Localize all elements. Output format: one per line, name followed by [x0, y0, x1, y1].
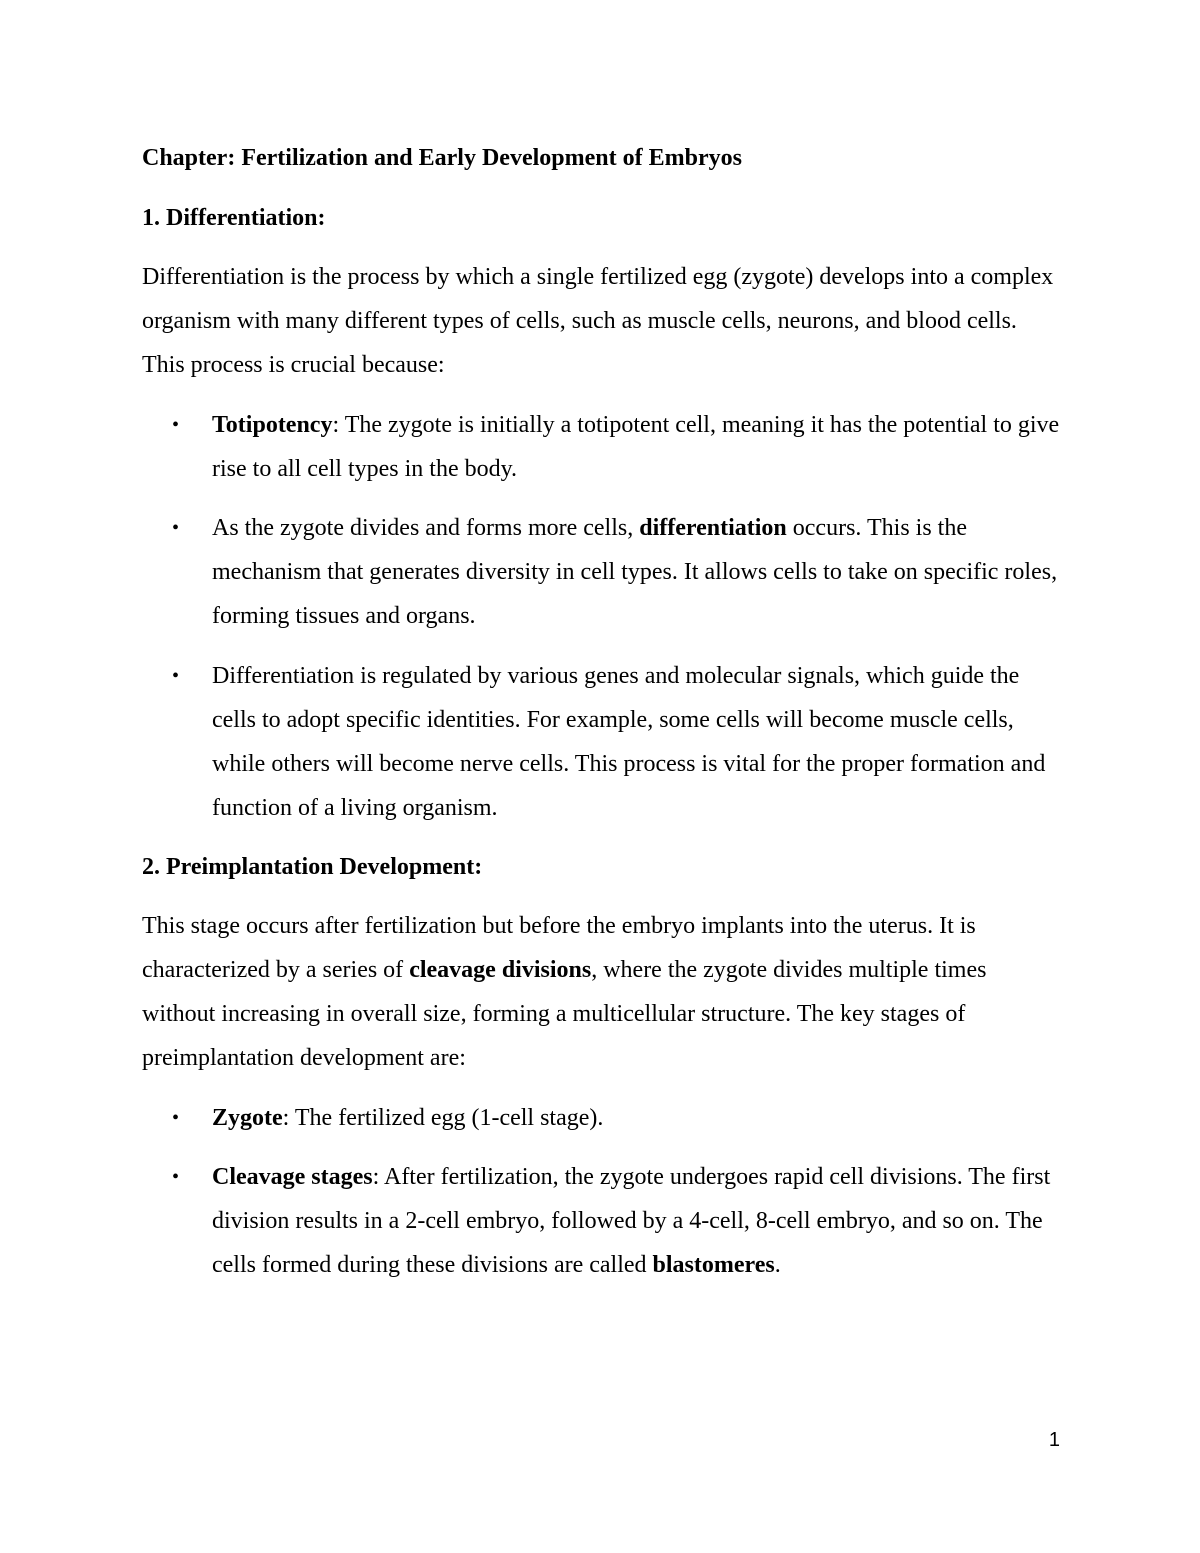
list-item-text: : The zygote is initially a totipotent cell, meaning it has the potential to give rise to all cell types in the body. — [212, 412, 1060, 482]
term-cleavage-divisions: cleavage divisions — [409, 957, 592, 983]
list-item — [212, 1096, 1062, 1140]
term-differentiation: differentiation — [639, 515, 787, 541]
list-item-text: As the zygote divides and forms more cells, — [212, 515, 640, 541]
paragraph-text: , where the zygote divides multiple times without increasing in overall size, forming a multicellular structure. The key stages of preimplantation development are: — [142, 957, 987, 1071]
page-number: 1 — [1048, 1429, 1060, 1451]
bullet-glyph: • — [172, 1166, 180, 1188]
bullet-glyph: • — [172, 665, 180, 687]
list-item-text: . — [774, 1252, 781, 1278]
list-item-text: : After fertilization, the zygote undergoes rapid cell divisions. The first division results in a 2-cell embryo, followed by a 4-cell, 8-cell embryo, and so on. The cells formed during these divisions are called — [212, 1164, 1051, 1278]
paragraph-text: This stage occurs after fertilization but before the embryo implants into the uterus. It is characterized by a series of — [142, 913, 976, 983]
section1-intro-paragraph: Differentiation is the process by which a single fertilized egg (zygote) develops into a complex organism with many different types of cells, such as muscle cells, neurons, and blood cells. This process is crucial because: — [142, 264, 1054, 378]
list-item: Differentiation is regulated by various genes and molecular signals, which guide the cells to adopt specific identities. For example, some cells will become muscle cells, while others will become nerve cells. This process is vital for the proper formation and function of a living organism. — [212, 663, 1046, 821]
section2-intro-paragraph — [142, 904, 1062, 1080]
section-heading-preimplantation: 2. Preimplantation Development: — [142, 854, 483, 880]
list-item — [212, 506, 1062, 638]
section-heading-differentiation: 1. Differentiation: — [142, 205, 326, 231]
bullet-glyph: • — [172, 414, 180, 436]
list-item — [212, 1155, 1062, 1287]
term-zygote: Zygote — [212, 1105, 283, 1131]
bullet-glyph: • — [172, 1107, 180, 1129]
list-item — [212, 403, 1062, 491]
term-totipotency: Totipotency — [212, 412, 333, 438]
list-item-text: occurs. This is the mechanism that generates diversity in cell types. It allows cells to take on specific roles, forming tissues and organs. — [212, 515, 1058, 629]
chapter-title: Chapter: Fertilization and Early Development of Embryos — [142, 145, 742, 171]
term-blastomeres: blastomeres — [652, 1252, 775, 1278]
bullet-glyph: • — [172, 517, 180, 539]
list-item-text: : The fertilized egg (1-cell stage). — [282, 1105, 604, 1131]
term-cleavage-stages: Cleavage stages — [212, 1164, 373, 1190]
